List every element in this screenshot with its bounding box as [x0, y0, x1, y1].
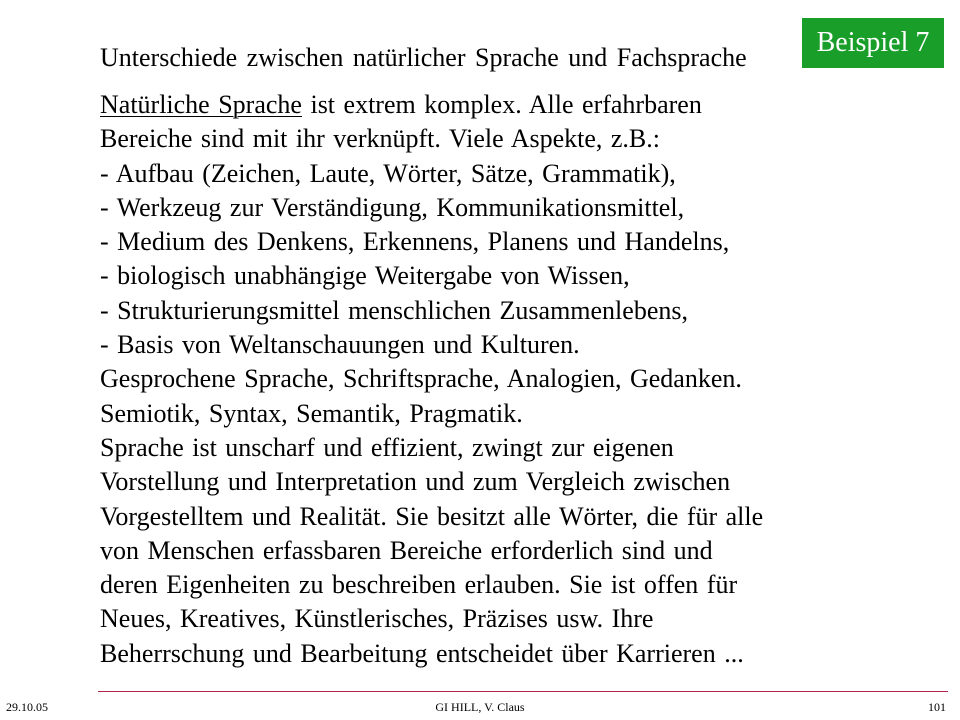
intro-rest: ist extrem komplex. Alle erfahrbaren: [301, 90, 702, 119]
body-line: Gesprochene Sprache, Schriftsprache, Analogien, Gedanken.: [100, 364, 742, 394]
footer-divider: [98, 691, 948, 692]
bullet-line: - Werkzeug zur Verständigung, Kommunikationsmittel,: [100, 192, 685, 222]
example-badge: Beispiel 7: [802, 18, 944, 68]
slide-body: [100, 88, 950, 671]
slide-title: Unterschiede zwischen natürlicher Sprache und Fachsprache: [100, 43, 747, 72]
body-line: Beherrschung und Bearbeitung entscheidet über Karrieren ...: [100, 638, 744, 668]
footer-page-number: 101: [928, 700, 946, 714]
bullet-line: - Aufbau (Zeichen, Laute, Wörter, Sätze, Grammatik),: [100, 158, 676, 188]
body-line: Semiotik, Syntax, Semantik, Pragmatik.: [100, 398, 523, 428]
underlined-term: Natürliche Sprache: [100, 90, 302, 119]
bullet-line: - Medium des Denkens, Erkennens, Planens und Handelns,: [100, 227, 730, 257]
body-line: deren Eigenheiten zu beschreiben erlauben. Sie ist offen für: [100, 570, 738, 600]
footer-date: 29.10.05: [6, 700, 48, 714]
body-line: Neues, Kreatives, Künstlerisches, Präzises usw. Ihre: [100, 604, 654, 634]
body-line: Sprache ist unscharf und effizient, zwingt zur eigenen: [100, 432, 674, 462]
body-line: von Menschen erfassbaren Bereiche erforderlich sind und: [100, 535, 713, 565]
body-line: Vorstellung und Interpretation und zum Vergleich zwischen: [100, 467, 731, 497]
body-line: Bereiche sind mit ihr verknüpft. Viele Aspekte, z.B.:: [100, 124, 660, 154]
body-line: Vorgestelltem und Realität. Sie besitzt alle Wörter, die für alle: [100, 501, 764, 531]
bullet-line: - Basis von Weltanschauungen und Kulturen.: [100, 330, 580, 360]
bullet-line: - Strukturierungsmittel menschlichen Zusammenlebens,: [100, 295, 688, 325]
body-line-intro: [100, 88, 950, 122]
bullet-line: - biologisch unabhängige Weitergabe von Wissen,: [100, 261, 630, 291]
footer-author: GI HILL, V. Claus: [435, 700, 525, 714]
